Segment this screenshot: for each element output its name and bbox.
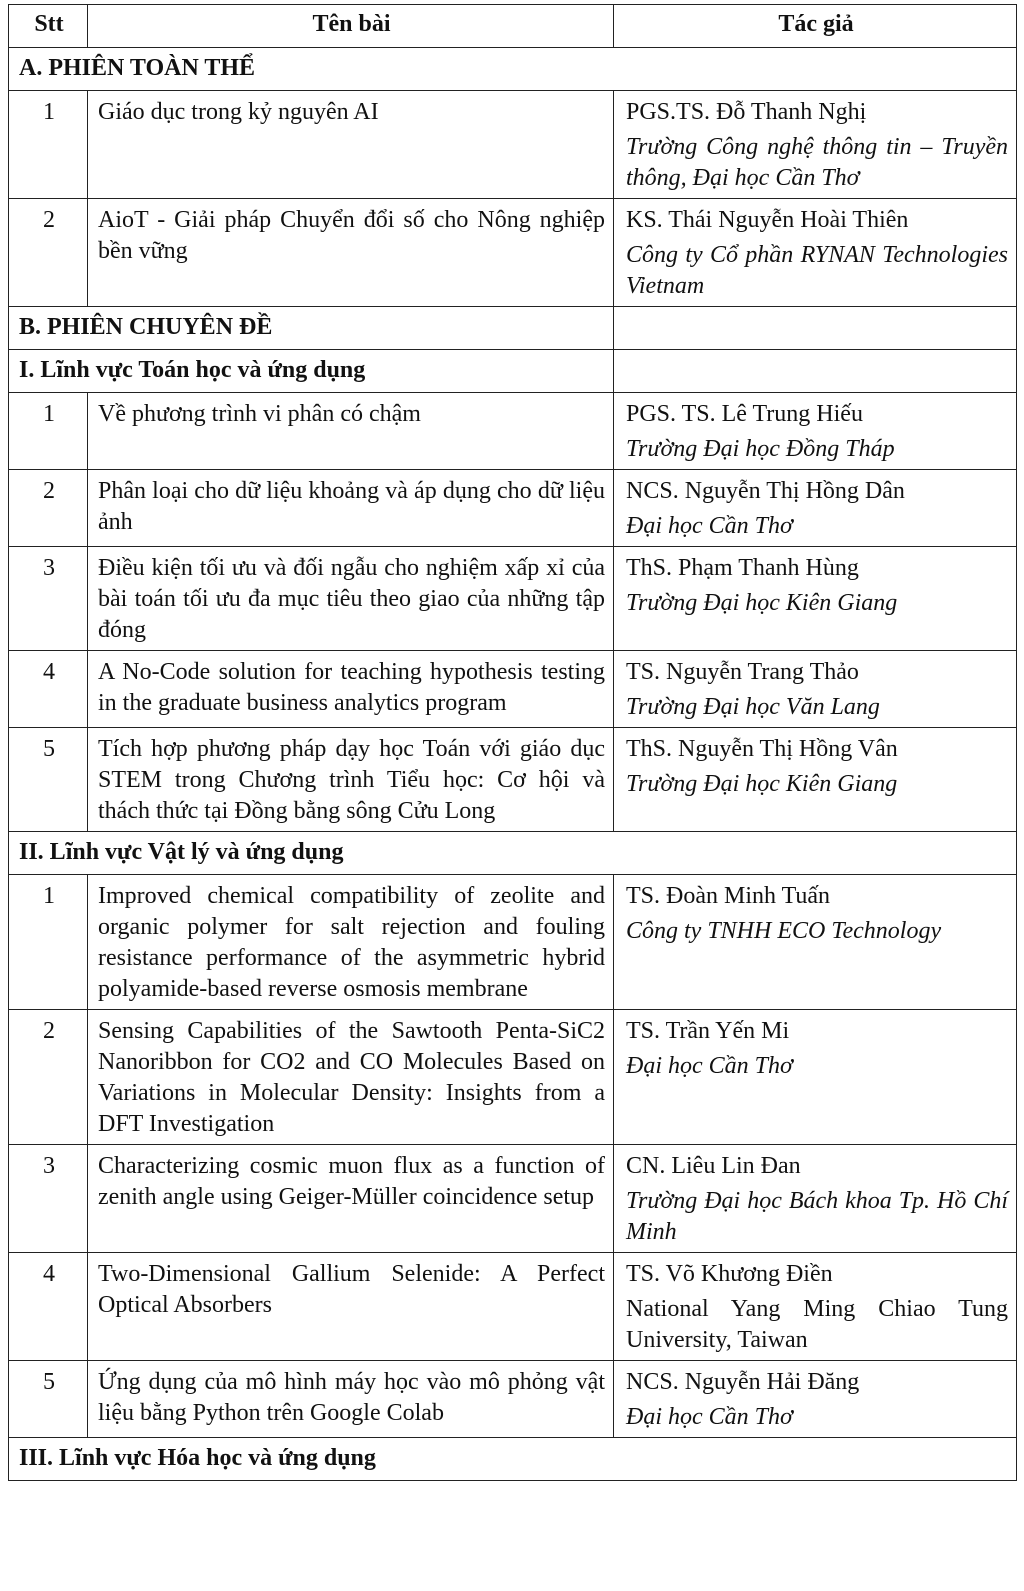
paper-title: Phân loại cho dữ liệu khoảng và áp dụng cho dữ liệu ảnh (88, 470, 614, 547)
table-row (9, 875, 1017, 1010)
author-cell (614, 199, 1017, 307)
author-cell (614, 91, 1017, 199)
header-author: Tác giả (614, 5, 1017, 48)
section-row (9, 832, 1017, 875)
author-name: PGS. TS. Lê Trung Hiếu (626, 401, 863, 427)
table-row (9, 91, 1017, 199)
author-name: PGS.TS. Đỗ Thanh Nghị (626, 99, 867, 125)
author-affiliation: Đại học Cần Thơ (626, 1053, 793, 1079)
paper-title: Tích hợp phương pháp dạy học Toán với giáo dục STEM trong Chương trình Tiểu học: Cơ hội và thách thức tại Đồng bằng sông Cửu Long (88, 728, 614, 832)
row-number: 5 (9, 1361, 88, 1438)
author-affiliation: Trường Đại học Đồng Tháp (626, 436, 895, 462)
author-name: TS. Đoàn Minh Tuấn (626, 883, 831, 909)
author-name: KS. Thái Nguyễn Hoài Thiên (626, 207, 909, 233)
author-cell (614, 1010, 1017, 1145)
author-affiliation: Trường Đại học Văn Lang (626, 694, 880, 720)
paper-title: Điều kiện tối ưu và đối ngẫu cho nghiệm xấp xỉ của bài toán tối ưu đa mục tiêu theo giao của những tập đóng (88, 547, 614, 651)
empty-cell (614, 350, 1017, 393)
author-cell (614, 393, 1017, 470)
author-affiliation: Trường Công nghệ thông tin – Truyền thông, Đại học Cần Thơ (626, 134, 1008, 191)
author-name: TS. Nguyễn Trang Thảo (626, 659, 859, 685)
header-title: Tên bài (88, 5, 614, 48)
row-number: 2 (9, 470, 88, 547)
paper-title: A No-Code solution for teaching hypothesis testing in the graduate business analytics program (88, 651, 614, 728)
paper-title: Ứng dụng của mô hình máy học vào mô phỏng vật liệu bằng Python trên Google Colab (88, 1361, 614, 1438)
row-number: 4 (9, 1253, 88, 1361)
row-number: 3 (9, 1145, 88, 1253)
author-name: TS. Trần Yến Mi (626, 1018, 790, 1044)
paper-title: Sensing Capabilities of the Sawtooth Penta-SiC2 Nanoribbon for CO2 and CO Molecules Based on Variations in Molecular Density: Insights from a DFT Investigation (88, 1010, 614, 1145)
author-cell (614, 1361, 1017, 1438)
row-number: 1 (9, 393, 88, 470)
table-row (9, 1253, 1017, 1361)
author-cell (614, 1145, 1017, 1253)
empty-cell (614, 307, 1017, 350)
author-name: TS. Võ Khương Điền (626, 1261, 833, 1287)
row-number: 4 (9, 651, 88, 728)
author-affiliation: National Yang Ming Chiao Tung University, Taiwan (626, 1296, 1008, 1353)
row-number: 5 (9, 728, 88, 832)
section-row (9, 307, 1017, 350)
author-affiliation: Công ty TNHH ECO Technology (626, 918, 942, 944)
author-affiliation: Công ty Cổ phần RYNAN Technologies Vietnam (626, 242, 1008, 299)
author-name: NCS. Nguyễn Thị Hồng Dân (626, 478, 905, 504)
author-affiliation: Trường Đại học Kiên Giang (626, 590, 898, 616)
table-row (9, 393, 1017, 470)
program-table (8, 4, 1017, 1481)
paper-title: Về phương trình vi phân có chậm (88, 393, 614, 470)
author-cell (614, 651, 1017, 728)
paper-title: Giáo dục trong kỷ nguyên AI (88, 91, 614, 199)
row-number: 3 (9, 547, 88, 651)
paper-title: Two-Dimensional Gallium Selenide: A Perfect Optical Absorbers (88, 1253, 614, 1361)
row-number: 1 (9, 875, 88, 1010)
row-number: 2 (9, 199, 88, 307)
author-cell (614, 875, 1017, 1010)
header-stt: Stt (9, 5, 88, 48)
section-row (9, 48, 1017, 91)
table-row (9, 1145, 1017, 1253)
table-row (9, 470, 1017, 547)
section-row (9, 1438, 1017, 1481)
author-affiliation: Đại học Cần Thơ (626, 1404, 793, 1430)
author-name: ThS. Phạm Thanh Hùng (626, 555, 859, 581)
table-body (9, 48, 1017, 1481)
table-row (9, 651, 1017, 728)
paper-title: Characterizing cosmic muon flux as a function of zenith angle using Geiger-Müller coincidence setup (88, 1145, 614, 1253)
author-affiliation: Trường Đại học Kiên Giang (626, 771, 898, 797)
section-heading: B. PHIÊN CHUYÊN ĐỀ (9, 307, 614, 350)
paper-title: Improved chemical compatibility of zeolite and organic polymer for salt rejection and fouling resistance performance of the asymmetric hybrid polyamide-based reverse osmosis membrane (88, 875, 614, 1010)
author-cell (614, 547, 1017, 651)
header-row (9, 5, 1017, 48)
section-heading: A. PHIÊN TOÀN THỂ (9, 48, 1017, 91)
table-row (9, 728, 1017, 832)
paper-title: AioT - Giải pháp Chuyển đổi số cho Nông nghiệp bền vững (88, 199, 614, 307)
table-row (9, 1361, 1017, 1438)
author-affiliation: Trường Đại học Bách khoa Tp. Hồ Chí Minh (626, 1188, 1008, 1245)
author-name: ThS. Nguyễn Thị Hồng Vân (626, 736, 898, 762)
section-heading: III. Lĩnh vực Hóa học và ứng dụng (9, 1438, 1017, 1481)
author-affiliation: Đại học Cần Thơ (626, 513, 793, 539)
author-name: NCS. Nguyễn Hải Đăng (626, 1369, 860, 1395)
row-number: 2 (9, 1010, 88, 1145)
author-cell (614, 1253, 1017, 1361)
table-row (9, 547, 1017, 651)
row-number: 1 (9, 91, 88, 199)
table-row (9, 199, 1017, 307)
table-row (9, 1010, 1017, 1145)
section-row (9, 350, 1017, 393)
author-name: CN. Liêu Lin Đan (626, 1153, 801, 1179)
section-heading: II. Lĩnh vực Vật lý và ứng dụng (9, 832, 1017, 875)
author-cell (614, 470, 1017, 547)
author-cell (614, 728, 1017, 832)
document-page (8, 4, 1016, 1481)
section-heading: I. Lĩnh vực Toán học và ứng dụng (9, 350, 614, 393)
